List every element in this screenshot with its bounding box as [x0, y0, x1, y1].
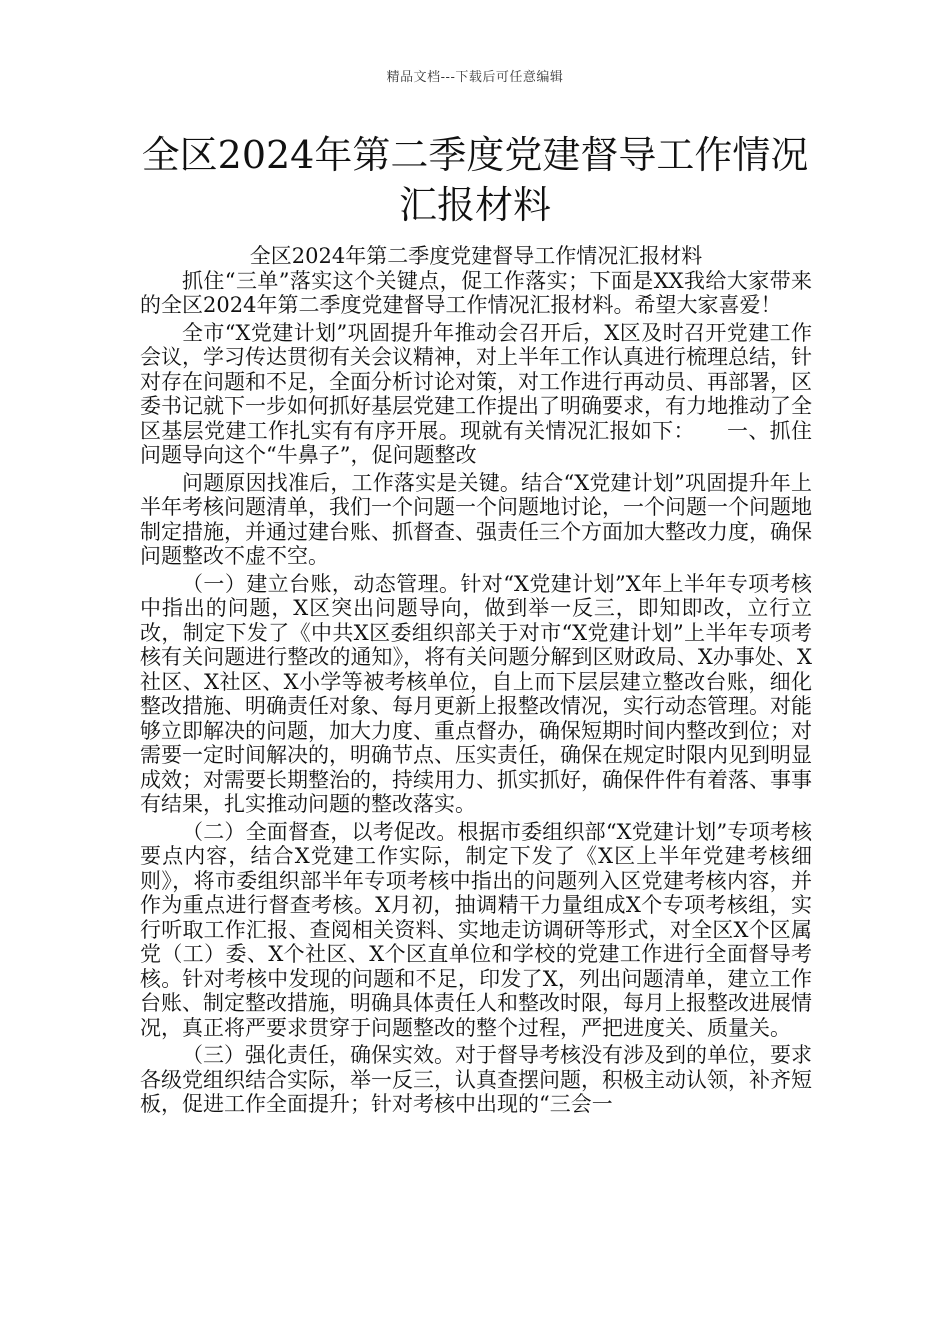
- document-title: 全区2024年第二季度党建督导工作情况汇报材料: [141, 133, 809, 227]
- paragraph-problem-rectification: 问题原因找准后，工作落实是关键。结合“X党建计划”巩固提升年上半年考核问题清单，我们一个问题一个问题地讨论，一个问题一个问题地制定措施，并通过建台账、抓督查、强责任三个方面加大整改力度，确保问题整改不虚不空。: [140, 470, 812, 568]
- paragraph-intro: 抓住“三单”落实这个关键点，促工作落实；下面是XX我给大家带来的全区2024年第二季度党建督导工作情况汇报材料。希望大家喜爱！: [140, 268, 812, 317]
- paragraph-section-2: （二）全面督查，以考促改。根据市委组织部“X党建计划”专项考核要点内容，结合X党建工作实际，制定下发了《X区上半年党建考核细则》，将市委组织部半年专项考核中指出的问题列入区党建考核内容，并作为重点进行督查考核。X月初，抽调精干力量组成X个专项考核组，实行听取工作汇报、查阅相关资料、实地走访调研等形式，对全区X个区属党（工）委、X个社区、X个区直单位和学校的党建工作进行全面督导考核。针对考核中发现的问题和不足，印发了X，列出问题清单，建立工作台账、制定整改措施，明确具体责任人和整改时限，每月上报整改进展情况，真正将严要求贯穿于问题整改的整个过程，严把进度关、质量关。: [140, 819, 812, 1040]
- document-subtitle: 全区2024年第二季度党建督导工作情况汇报材料: [249, 244, 703, 268]
- document-body: [140, 244, 812, 1117]
- paragraph-section-3: （三）强化责任，确保实效。对于督导考核没有涉及到的单位，要求各级党组织结合实际，举一反三，认真查摆问题，积极主动认领，补齐短板，促进工作全面提升；针对考核中出现的“三会一: [140, 1043, 812, 1116]
- page-header: 精品文档---下载后可任意编辑: [386, 70, 564, 85]
- paragraph-overview: 全市“X党建计划”巩固提升年推动会召开后，X区及时召开党建工作会议，学习传达贯彻有关会议精神，对上半年工作认真进行梳理总结，针对存在问题和不足，全面分析讨论对策，对工作进行再动员、再部署，区委书记就下一步如何抓好基层党建工作提出了明确要求，有力地推动了全区基层党建工作扎实有有序开展。现就有关情况汇报如下： 一、抓住问题导向这个“牛鼻子”，促问题整改: [140, 320, 812, 467]
- paragraph-section-1: （一）建立台账，动态管理。针对“X党建计划”X年上半年专项考核中指出的问题，X区突出问题导向，做到举一反三，即知即改，立行立改，制定下发了《中共X区委组织部关于对市“X党建计划”上半年专项考核有关问题进行整改的通知》，将有关问题分解到区财政局、X办事处、X社区、X社区、X小学等被考核单位，自上而下层层建立整改台账，细化整改措施、明确责任对象、每月更新上报整改情况，实行动态管理。对能够立即解决的问题，加大力度、重点督办，确保短期时间内整改到位；对需要一定时间解决的，明确节点、压实责任，确保在规定时限内见到明显成效；对需要长期整治的，持续用力、抓实抓好，确保件件有着落、事事有结果，扎实推动问题的整改落实。: [140, 571, 812, 816]
